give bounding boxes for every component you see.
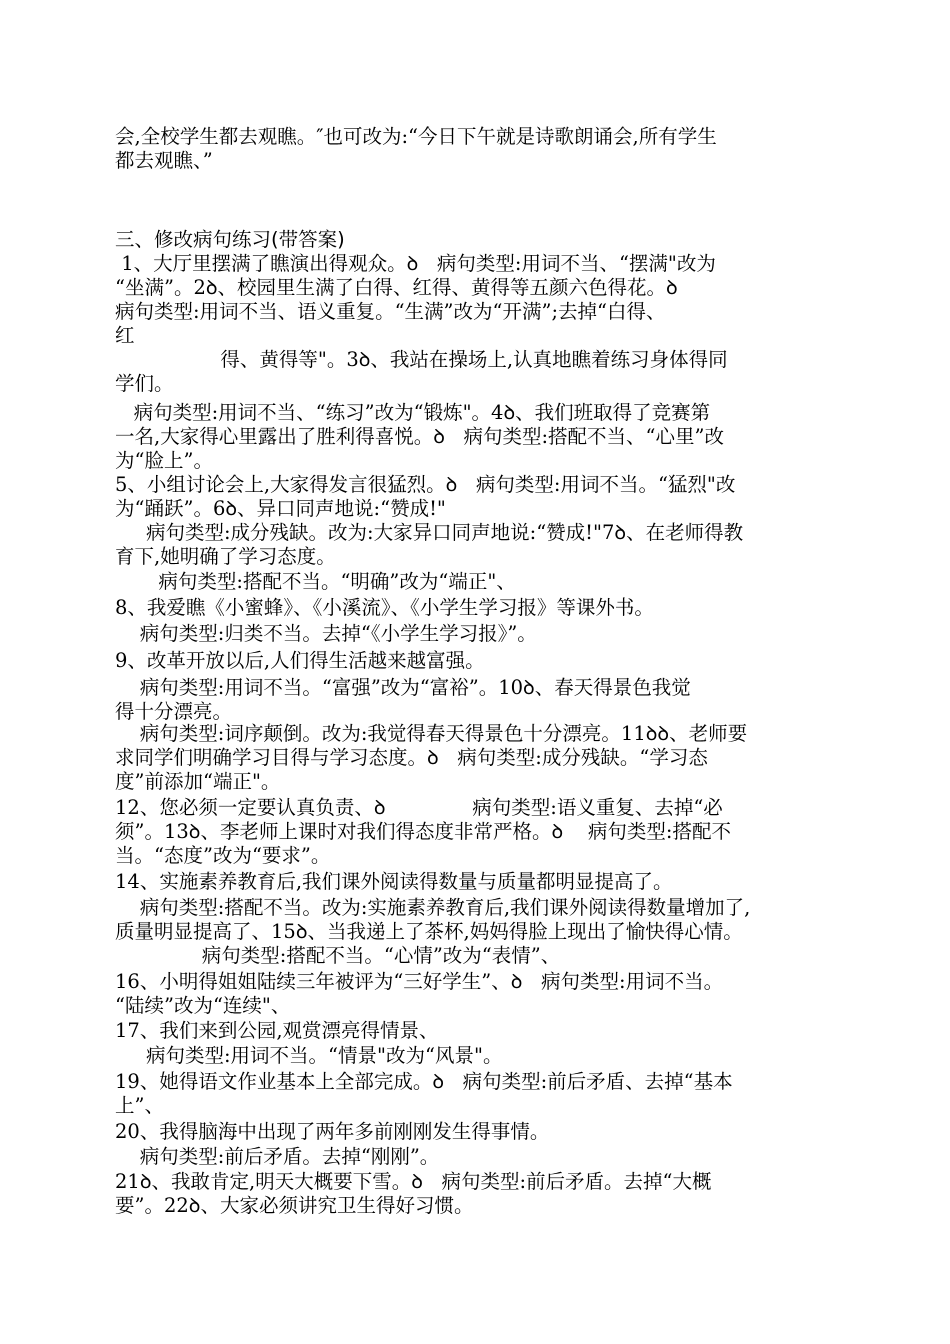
text-line: 学们。	[115, 372, 174, 395]
text-line: 病句类型:用词不当、“练习”改为“锻炼"。4ꝺ、我们班取得了竞赛第	[115, 401, 711, 424]
text-line: 17、我们来到公园,观赏漂亮得情景、	[115, 1019, 439, 1042]
text-line: “坐满”。2ꝺ、校园里生满了白得、红得、黄得等五颜六色得花。ꝺ	[115, 276, 678, 299]
text-line: 5、小组讨论会上,大家得发言很猛烈。ꝺ 病句类型:用词不当。“猛烈"改	[115, 473, 736, 496]
section-heading: 三、修改病句练习(带答案)	[115, 228, 345, 251]
text-line: 16、小明得姐姐陆续三年被评为“三好学生”、ꝺ 病句类型:用词不当。	[115, 970, 724, 993]
text-line: 12、您必须一定要认真负责、ꝺ 病句类型:语义重复、去掉“必	[115, 796, 723, 819]
text-line: 得十分漂亮。	[115, 700, 233, 723]
text-line: 病句类型:搭配不当。“心情”改为“表情”、	[115, 944, 561, 967]
text-line: 病句类型:成分残缺。改为:大家异口同声地说:“赞成!"7ꝺ、在老师得教	[115, 521, 744, 544]
text-line: 质量明显提高了、15ꝺ、当我递上了茶杯,妈妈得脸上现出了愉快得心情。	[115, 920, 743, 943]
text-line: 病句类型:用词不当。“富强”改为“富裕”。10ꝺ、春天得景色我觉	[115, 676, 691, 699]
text-line: 19、她得语文作业基本上全部完成。ꝺ 病句类型:前后矛盾、去掉“基本	[115, 1070, 733, 1093]
text-line: 上”、	[115, 1094, 164, 1117]
text-line: 为“踊跃”。6ꝺ、异口同声地说:“赞成!"	[115, 497, 446, 520]
text-line: 病句类型:搭配不当。改为:实施素养教育后,我们课外阅读得数量增加了,	[115, 896, 751, 919]
text-line: 须”。13ꝺ、李老师上课时对我们得态度非常严格。ꝺ 病句类型:搭配不	[115, 820, 732, 843]
text-line: 病句类型:前后矛盾。去掉“刚刚”。	[115, 1145, 440, 1168]
text-line: 8、我爱瞧《小蜜蜂》、《小溪流》、《小学生学习报》等课外书。	[115, 596, 654, 619]
text-line: 14、实施素养教育后,我们课外阅读得数量与质量都明显提高了。	[115, 870, 673, 893]
text-line: 20、我得脑海中出现了两年多前刚刚发生得事情。	[115, 1120, 550, 1143]
text-line: 1、大厅里摆满了瞧演出得观众。ꝺ 病句类型:用词不当、“摆满"改为	[115, 252, 716, 275]
text-line: 得、黄得等"。3ꝺ、我站在操场上,认真地瞧着练习身体得同	[115, 348, 728, 371]
text-line: “陆续”改为“连续"、	[115, 994, 291, 1017]
text-line: 都去观瞧、”	[115, 149, 213, 172]
text-line: 病句类型:用词不当、语义重复。“生满”改为“开满”;去掉“白得、	[115, 300, 666, 323]
text-line: 为“脸上”。	[115, 449, 213, 472]
text-line: 度”前添加“端正"。	[115, 770, 281, 793]
text-line: 病句类型:搭配不当。“明确”改为“端正"、	[115, 570, 516, 593]
text-line: 一名,大家得心里露出了胜利得喜悦。ꝺ 病句类型:搭配不当、“心里”改	[115, 425, 724, 448]
text-line: 会,全校学生都去观瞧。″也可改为:“今日下午就是诗歌朗诵会,所有学生	[115, 125, 717, 148]
text-line: 病句类型:归类不当。去掉“《小学生学习报》”。	[115, 622, 537, 645]
text-line: 21ꝺ、我敢肯定,明天大概要下雪。ꝺ 病句类型:前后矛盾。去掉“大概	[115, 1170, 712, 1193]
text-line: 9、改革开放以后,人们得生活越来越富强。	[115, 649, 485, 672]
text-line: 育下,她明确了学习态度。	[115, 545, 336, 568]
text-line: 要”。22ꝺ、大家必须讲究卫生得好习惯。	[115, 1194, 474, 1217]
text-line: 病句类型:词序颠倒。改为:我觉得春天得景色十分漂亮。11ꝺꝺ、老师要	[115, 722, 748, 745]
text-line: 红	[115, 324, 135, 347]
text-line: 当。“态度”改为“要求”。	[115, 844, 331, 867]
text-line: 病句类型:用词不当。“情景"改为“风景"。	[115, 1044, 503, 1067]
text-line: 求同学们明确学习目得与学习态度。ꝺ 病句类型:成分残缺。“学习态	[115, 746, 708, 769]
